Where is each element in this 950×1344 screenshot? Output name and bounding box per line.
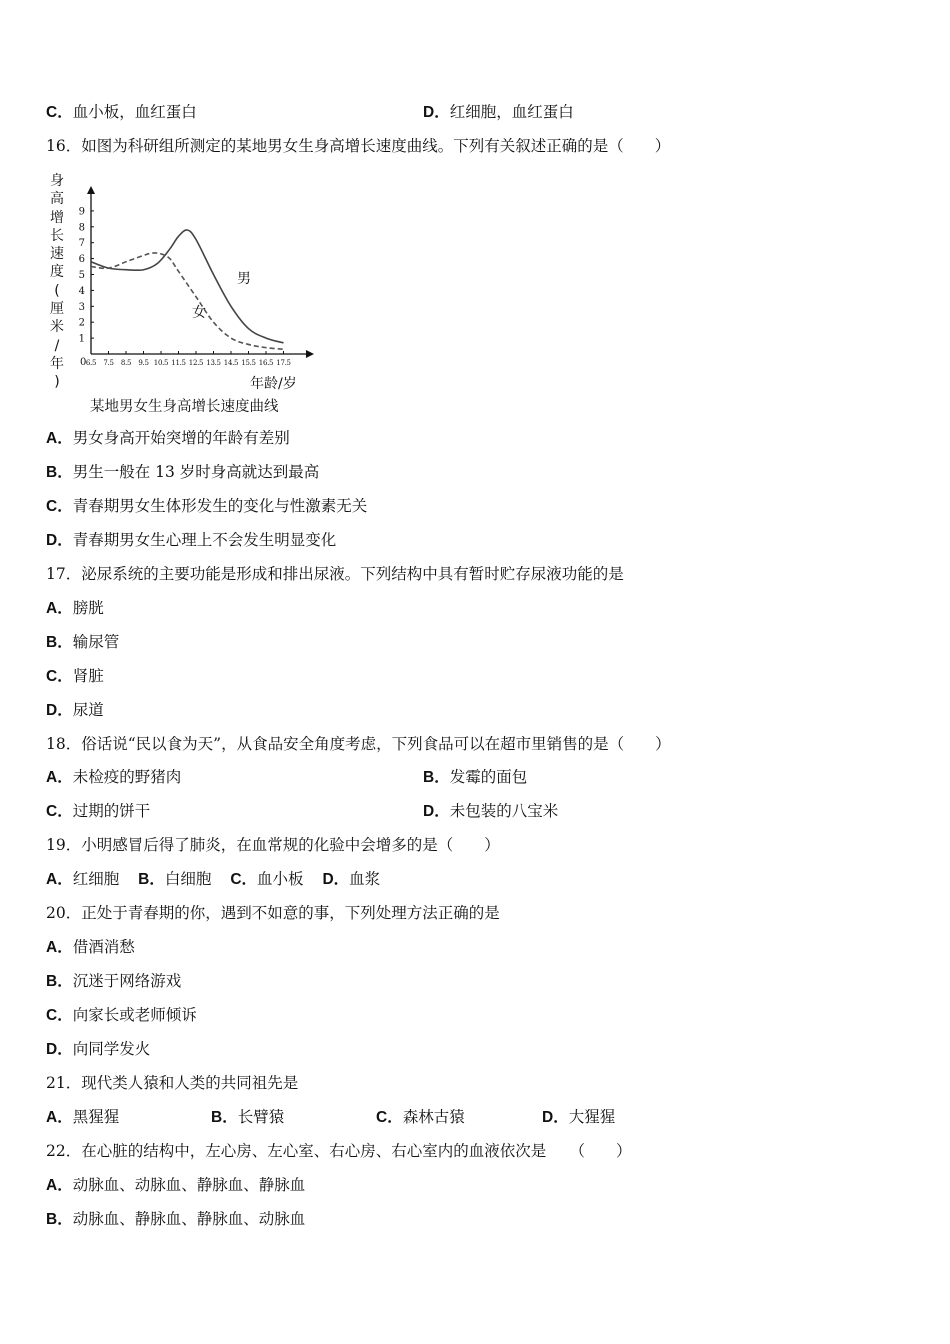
series-line-female — [91, 253, 284, 349]
y-tick-label: 9 — [78, 206, 85, 218]
y-tick-label: 8 — [78, 222, 85, 234]
ylabel-char: 速 — [50, 246, 64, 263]
chart-xlabel: 年龄/岁 — [250, 376, 297, 392]
series-label-female: 女 — [192, 305, 206, 321]
y-tick-label: 1 — [78, 333, 85, 345]
q19-option-d: D．血浆 — [322, 870, 381, 888]
x-tick-label: 16.5 — [258, 359, 274, 367]
series-label-male: 男 — [237, 271, 251, 287]
q21-option-c: C．森林古猿 — [376, 1108, 465, 1126]
ylabel-char: 米 — [50, 319, 64, 336]
q21-option-d: D．大猩猩 — [542, 1108, 616, 1126]
q17-option-c: C．肾脏 — [46, 667, 104, 685]
q22-option-b: B．动脉血、静脉血、静脉血、动脉血 — [46, 1210, 306, 1228]
q16-stem: 16．如图为科研组所测定的某地男女生身高增长速度曲线。下列有关叙述正确的是（ ） — [46, 137, 671, 155]
q17-option-d: D．尿道 — [46, 701, 104, 719]
q18-option-c: C．过期的饼干 D．未包装的八宝米 — [46, 802, 559, 820]
x-tick-label: 6.5 — [85, 359, 97, 367]
y-tick-label: 3 — [78, 301, 85, 313]
ylabel-char: 度 — [50, 264, 64, 281]
x-tick-label: 14.5 — [223, 359, 239, 367]
x-axis-arrow — [306, 350, 314, 358]
q22-stem: 22．在心脏的结构中，左心房、左心室、右心房、右心室内的血液依次是 （ ） — [46, 1142, 632, 1160]
q18-option-a: A．未检疫的野猪肉 B．发霉的面包 — [46, 768, 528, 786]
x-tick-label: 10.5 — [153, 359, 169, 367]
x-tick-label: 7.5 — [103, 359, 114, 367]
q19-option-c: C．血小板 — [230, 870, 304, 888]
q17-stem: 17．泌尿系统的主要功能是形成和排出尿液。下列结构中具有暂时贮存尿液功能的是 — [46, 565, 624, 583]
x-tick-label: 12.5 — [188, 359, 204, 367]
y-tick-label: 6 — [78, 254, 85, 266]
q17-option-a: A．膀胱 — [46, 599, 104, 617]
q18-option-b: B．发霉的面包 — [423, 768, 528, 786]
q19-option-a: A．红细胞 — [46, 870, 120, 888]
q20-option-a: A．借酒消愁 — [46, 938, 135, 956]
y-tick-label: 4 — [78, 285, 85, 297]
q16-option-b: B．男生一般在 13 岁时身高就达到最高 — [46, 463, 320, 481]
ylabel-char: 增 — [50, 209, 64, 226]
y-tick-label: 7 — [78, 238, 85, 250]
ylabel-char: 厘 — [50, 301, 64, 318]
q18-stem: 18．俗话说“民以食为天”，从食品安全角度考虑，下列食品可以在超市里销售的是（ ） — [46, 735, 671, 753]
q16-option-a: A．男女身高开始突增的年龄有差别 — [46, 429, 290, 447]
q20-stem: 20．正处于青春期的你，遇到不如意的事，下列处理方法正确的是 — [46, 904, 500, 922]
q20-option-b: B．沉迷于网络游戏 — [46, 972, 182, 990]
x-tick-label: 17.5 — [276, 359, 291, 367]
ylabel-char: 长 — [50, 227, 64, 244]
origin-label: 0 — [80, 357, 87, 368]
x-tick-label: 8.5 — [120, 359, 132, 367]
x-tick-label: 15.5 — [241, 359, 256, 367]
q16-option-c: C．青春期男女生体形发生的变化与性激素无关 — [46, 497, 368, 515]
ylabel-char: / — [54, 337, 60, 354]
x-tick-label: 11.5 — [171, 359, 186, 367]
q20-option-d: D．向同学发火 — [46, 1040, 151, 1058]
q21-stem: 21．现代类人猿和人类的共同祖先是 — [46, 1074, 299, 1092]
ylabel-char: ) — [54, 374, 60, 391]
q15-option-d: D．红细胞，血红蛋白 — [423, 103, 574, 121]
y-axis-arrow — [87, 186, 95, 194]
series-line-male — [91, 230, 284, 343]
y-tick-label: 2 — [78, 317, 85, 329]
chart-title: 某地男女生身高增长速度曲线 — [90, 399, 279, 415]
q19-option-b: B．白细胞 — [138, 870, 212, 888]
ylabel-char: ( — [54, 282, 60, 299]
x-tick-label: 13.5 — [206, 359, 221, 367]
q17-option-b: B．输尿管 — [46, 633, 120, 651]
q21-option-a: A．黑猩猩 — [46, 1108, 120, 1126]
q18-option-d: D．未包装的八宝米 — [423, 802, 559, 820]
x-tick-label: 9.5 — [138, 359, 149, 367]
q19-stem: 19．小明感冒后得了肺炎，在血常规的化验中会增多的是（ ） — [46, 836, 500, 854]
q20-option-c: C．向家长或老师倾诉 — [46, 1006, 197, 1024]
q22-option-a: A．动脉血、动脉血、静脉血、静脉血 — [46, 1176, 306, 1194]
y-tick-label: 5 — [78, 270, 85, 281]
q21-option-b: B．长臂猿 — [211, 1108, 285, 1126]
q16-option-d: D．青春期男女生心理上不会发生明显变化 — [46, 531, 337, 549]
ylabel-char: 身 — [50, 173, 64, 189]
q19-options — [46, 869, 380, 890]
growth-chart — [44, 168, 324, 418]
ylabel-char: 高 — [50, 191, 64, 208]
q15-option-c: C．血小板，血红蛋白 D．红细胞，血红蛋白 — [46, 103, 574, 121]
ylabel-char: 年 — [50, 355, 64, 372]
